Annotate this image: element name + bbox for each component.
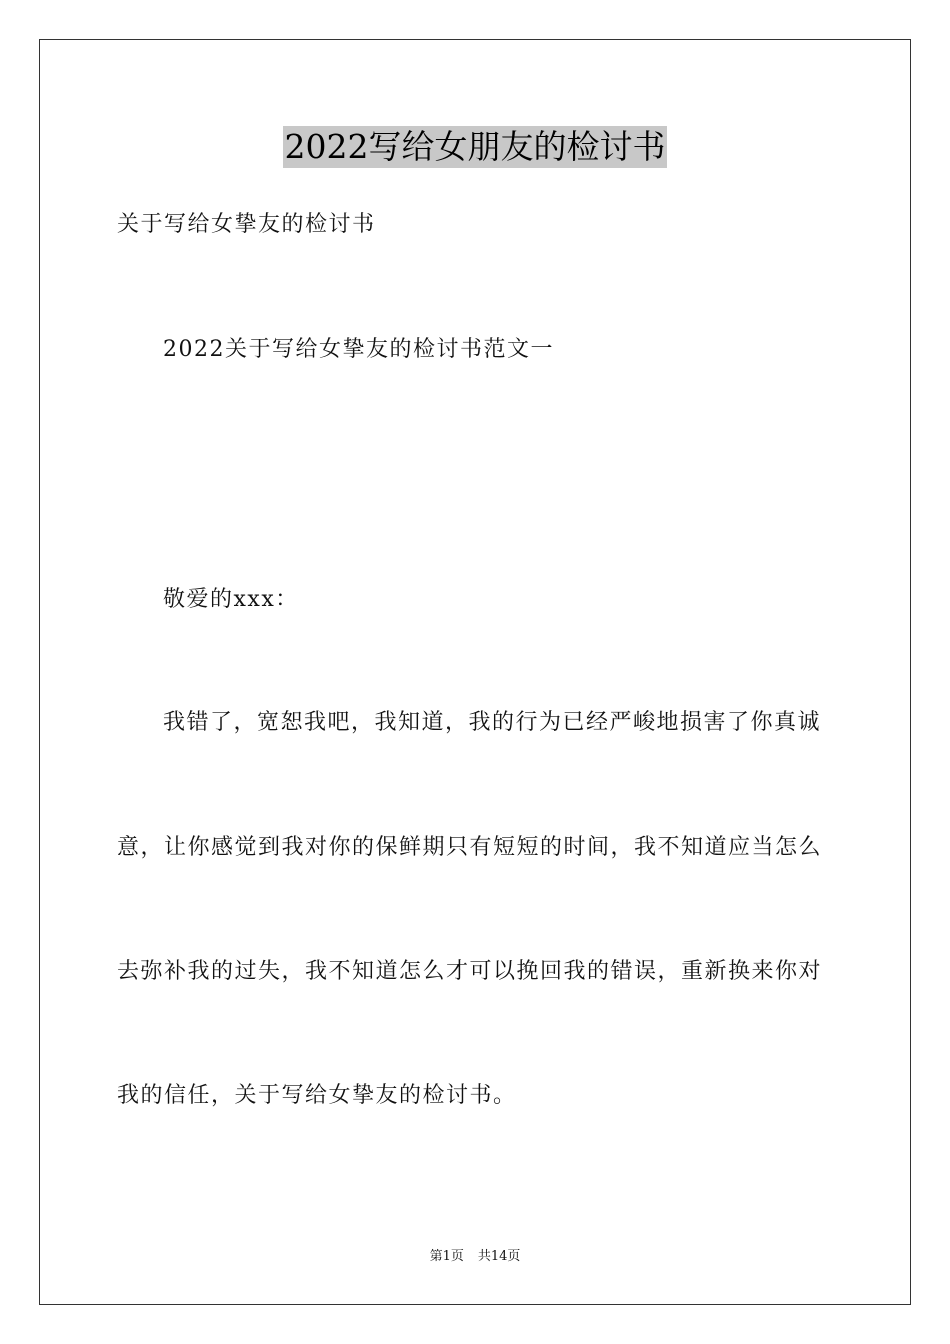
- salutation: 敬爱的xxx：: [163, 587, 299, 612]
- page-footer: [0, 1248, 950, 1266]
- body-line: 意，让你感觉到我对你的保鲜期只有短短的时间，我不知道应当怎么: [117, 835, 823, 860]
- body-line: 去弥补我的过失，我不知道怎么才可以挽回我的错误，重新换来你对: [117, 959, 823, 984]
- section-heading: 2022关于写给女挚友的检讨书范文一: [163, 337, 554, 362]
- document-subtitle: 关于写给女挚友的检讨书: [117, 212, 376, 237]
- page-number: 第1页: [429, 1249, 464, 1264]
- body-line: 我的信任，关于写给女挚友的检讨书。: [117, 1083, 517, 1108]
- title-container: [0, 126, 950, 168]
- body-line: 我错了，宽恕我吧，我知道，我的行为已经严峻地损害了你真诚: [163, 710, 822, 735]
- document-title: 2022写给女朋友的检讨书: [284, 127, 666, 166]
- page-total: 共14页: [477, 1249, 521, 1264]
